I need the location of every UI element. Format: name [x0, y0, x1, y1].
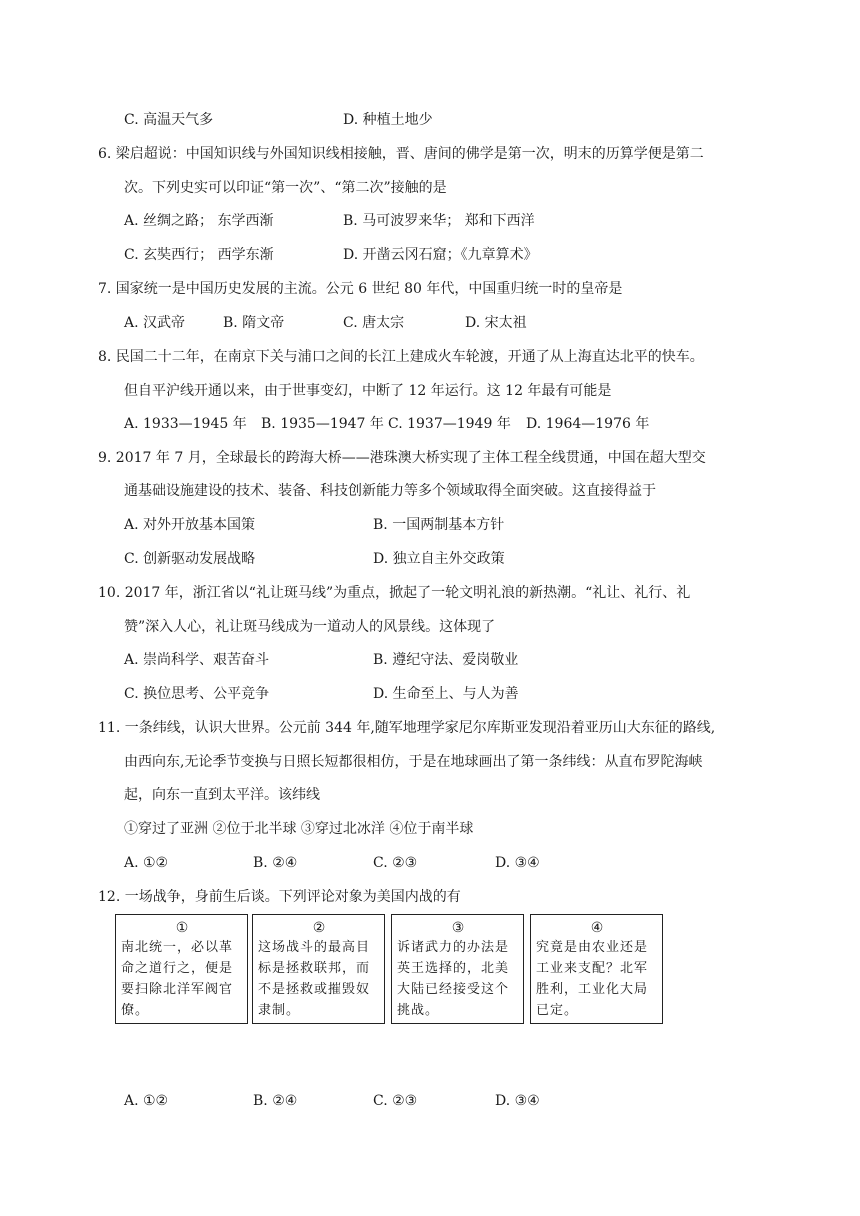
q9-option-c: C. 创新驱动发展战略: [124, 551, 256, 567]
q10-option-c: C. 换位思考、公平竞争: [124, 686, 270, 702]
q9-option-a: A. 对外开放基本国策: [124, 517, 256, 533]
q12-option-d: D. ③④: [495, 1093, 540, 1109]
q11-option-d: D. ③④: [495, 855, 540, 871]
q12-box-3-text: 诉诸武力的办法是英王选择的，北美大陆已经接受这个挑战。: [397, 940, 510, 1018]
q6-option-d: D. 开凿云冈石窟；《九章算术》: [343, 247, 538, 263]
q8-option-a: A. 1933—1945 年: [124, 416, 247, 432]
q11-stem-line2: 由西向东,无论季节变换与日照长短都很相仿，于是在地球画出了第一条纬线：从直布罗陀海峡: [124, 754, 703, 770]
q12-option-a: A. ①②: [124, 1093, 169, 1109]
q12-stem-line1: 12. 一场战争，身前生后谈。下列评论对象为美国内战的有: [98, 889, 461, 905]
q11-option-a: A. ①②: [124, 855, 169, 871]
q8-stem-line2: 但自平沪线开通以来，由于世事变幻，中断了 12 年运行。这 12 年最有可能是: [124, 383, 612, 399]
q11-stem-line3: 起，向东一直到太平洋。该纬线: [124, 787, 320, 803]
q12-box-1-text: 南北统一，必以革命之道行之，便是要扫除北洋军阀官僚。: [121, 940, 234, 1018]
q7-option-a: A. 汉武帝: [124, 315, 186, 331]
q6-option-b: B. 马可波罗来华； 郑和下西洋: [343, 213, 535, 229]
q7-option-b: B. 隋文帝: [223, 315, 285, 331]
q12-comment-box-1: [115, 914, 248, 1024]
q8-option-b: B. 1935—1947 年: [261, 416, 384, 432]
q12-option-c: C. ②③: [373, 1093, 418, 1109]
q9-option-d: D. 独立自主外交政策: [373, 551, 505, 567]
q12-box-3-number: ③: [451, 920, 465, 936]
q6-stem-line2: 次。下列史实可以印证“第一次”、“第二次”接触的是: [124, 180, 447, 196]
q11-option-b: B. ②④: [253, 855, 298, 871]
q10-stem-line2: 赞”深入人心，礼让斑马线成为一道动人的风景线。这体现了: [124, 619, 496, 635]
q12-box-2-number: ②: [312, 920, 326, 936]
q8-stem-line1: 8. 民国二十二年，在南京下关与浦口之间的长江上建成火车轮渡，开通了从上海直达北平的快车。: [98, 349, 704, 365]
q9-option-b: B. 一国两制基本方针: [373, 517, 505, 533]
q7-stem-line1: 7. 国家统一是中国历史发展的主流。公元 6 世纪 80 年代，中国重归统一时的皇帝是: [98, 281, 623, 297]
q10-option-d: D. 生命至上、与人为善: [373, 686, 519, 702]
q6-option-a: A. 丝绸之路； 东学西渐: [124, 213, 274, 229]
q12-comment-box-3: [391, 914, 524, 1024]
q12-comment-box-4: [530, 914, 663, 1024]
q9-stem-line1: 9. 2017 年 7 月，全球最长的跨海大桥——港珠澳大桥实现了主体工程全线贯通，中国在超大型交: [98, 450, 706, 466]
q5-option-d: D. 种植土地少: [343, 112, 433, 128]
q7-option-d: D. 宋太祖: [465, 315, 527, 331]
q8-option-c: C. 1937—1949 年: [388, 416, 511, 432]
q8-option-d: D. 1964—1976 年: [526, 416, 650, 432]
q10-option-a: A. 崇尚科学、艰苦奋斗: [124, 652, 270, 668]
q5-option-c: C. 高温天气多: [124, 112, 214, 128]
q11-option-c: C. ②③: [373, 855, 418, 871]
q11-stem-line1: 11. 一条纬线，认识大世界。公元前 344 年,随军地理学家尼尔库斯亚发现沿着亚历山大东征的路线,: [98, 720, 716, 736]
q9-stem-line2: 通基础设施建设的技术、装备、科技创新能力等多个领域取得全面突破。这直接得益于: [124, 483, 656, 499]
q11-statements: ①穿过了亚洲 ②位于北半球 ③穿过北冰洋 ④位于南半球: [124, 821, 474, 837]
q12-comment-box-2: [252, 914, 385, 1024]
q10-option-b: B. 遵纪守法、爱岗敬业: [373, 652, 519, 668]
q12-box-4-number: ④: [590, 920, 604, 936]
q12-box-2-text: 这场战斗的最高目标是拯救联邦，而不是拯救或摧毁奴隶制。: [258, 940, 371, 1018]
q6-stem-line1: 6. 梁启超说：中国知识线与外国知识线相接触，晋、唐间的佛学是第一次，明末的历算学便是第二: [98, 146, 704, 162]
q12-option-b: B. ②④: [253, 1093, 298, 1109]
q12-box-4-text: 究竟是由农业还是工业来支配？北军胜利，工业化大局已定。: [536, 940, 649, 1018]
q6-option-c: C. 玄奘西行； 西学东渐: [124, 247, 274, 263]
q12-box-1-number: ①: [175, 920, 189, 936]
q10-stem-line1: 10. 2017 年，浙江省以“礼让斑马线”为重点，掀起了一轮文明礼浪的新热潮。“礼让、礼行、礼: [98, 585, 691, 601]
q7-option-c: C. 唐太宗: [343, 315, 405, 331]
